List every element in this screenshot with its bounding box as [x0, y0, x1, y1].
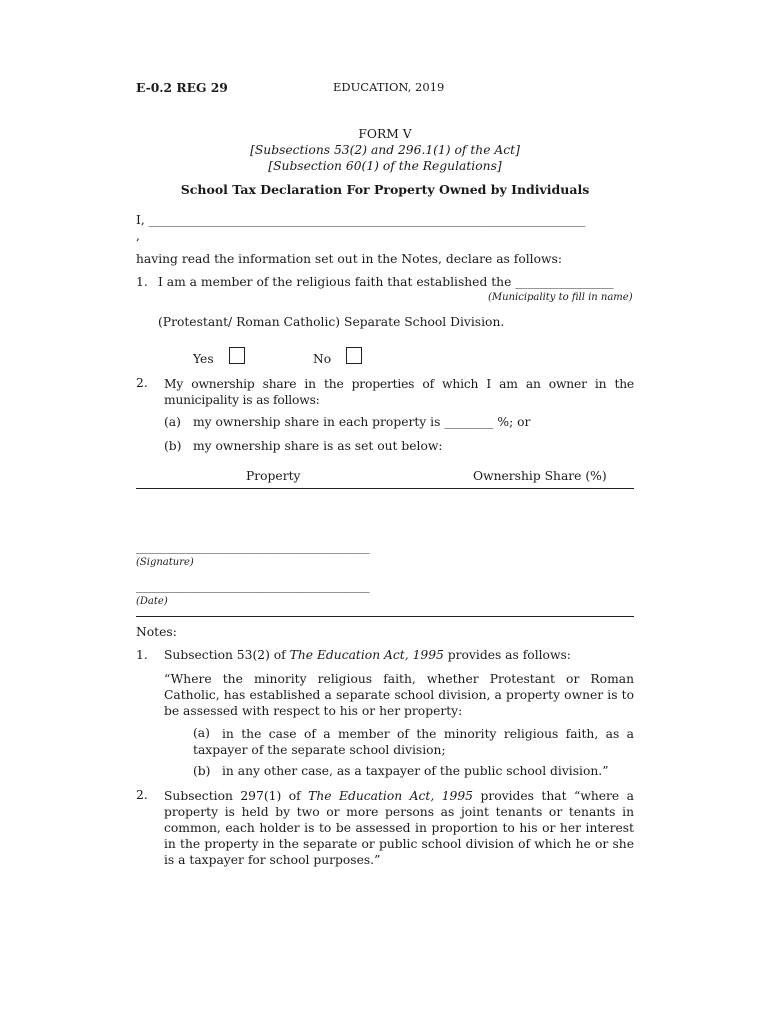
note-1a-label: (a) [193, 726, 210, 740]
item-1-number: 1. [136, 275, 148, 289]
form-title: FORM V [358, 127, 412, 141]
intro-text: having read the information set out in the Notes, declare as follows: [136, 252, 562, 266]
item-2a-text: my ownership share in each property is ________ %; or [193, 415, 531, 429]
signature-field[interactable]: ______________________________________ [136, 540, 370, 554]
signature-label: (Signature) [136, 557, 194, 568]
item-2a-label: (a) [164, 415, 181, 429]
note-1-suffix: provides as follows: [443, 648, 571, 662]
note-2-number: 2. [136, 788, 148, 802]
note-1-intro [164, 648, 571, 662]
yes-label: Yes [193, 352, 214, 366]
municipality-hint: (Municipality to fill in name) [488, 292, 633, 303]
running-header-code: E-0.2 REG 29 [136, 80, 228, 95]
note-1-quote: “Where the minority religious faith, whether Protestant or Roman Catholic, has established a separate school division, a property owner is to be assessed with respect to his or her property: [164, 672, 634, 718]
column-header-ownership-share: Ownership Share (%) [473, 469, 607, 483]
form-regulation-reference: [Subsection 60(1) of the Regulations] [268, 159, 502, 173]
item-2b-label: (b) [164, 439, 182, 453]
note-1-act-title: The Education Act, 1995 [289, 648, 444, 662]
table-header-rule [136, 488, 634, 489]
note-1b-label: (b) [193, 764, 211, 778]
form-act-reference: [Subsections 53(2) and 296.1(1) of the Act] [250, 143, 520, 157]
note-1a-text: in the case of a member of the minority religious faith, as a taxpayer of the separate school division; [193, 727, 634, 757]
note-1-prefix: Subsection 53(2) of [164, 648, 290, 662]
note-2-text [164, 788, 634, 868]
notes-title: Notes: [136, 625, 177, 639]
note-2-act-title: The Education Act, 1995 [308, 789, 474, 803]
note-2-body: provides that “where a property is held by two or more persons as joint tenants or tenants in common, each holder is to be assessed in proportion to his or her interest in the property in the separate or public school division of which he or she is a taxpayer for school purposes.” [164, 789, 634, 867]
no-checkbox[interactable] [346, 347, 362, 364]
declarant-name-field[interactable]: I, _______________________________________________________________________ [136, 213, 586, 227]
form-heading: School Tax Declaration For Property Owned by Individuals [180, 182, 590, 197]
item-1-text: I am a member of the religious faith that established the ________________ [158, 275, 614, 289]
running-header-title: EDUCATION, 2019 [333, 80, 445, 94]
note-1b-text: in any other case, as a taxpayer of the public school division.” [222, 764, 609, 778]
item-2-number: 2. [136, 376, 148, 390]
name-comma: , [136, 229, 140, 243]
item-2b-text: my ownership share is as set out below: [193, 439, 443, 453]
item-1-continuation: (Protestant/ Roman Catholic) Separate School Division. [158, 315, 505, 329]
yes-checkbox[interactable] [229, 347, 245, 364]
date-field[interactable]: ______________________________________ [136, 579, 370, 593]
date-label: (Date) [136, 596, 168, 607]
note-1-number: 1. [136, 648, 148, 662]
no-label: No [313, 352, 332, 366]
notes-separator-rule [136, 616, 634, 617]
item-2-text: My ownership share in the properties of which I am an owner in the municipality is as follows: [164, 377, 634, 407]
column-header-property: Property [246, 469, 301, 483]
note-2-prefix: Subsection 297(1) of [164, 789, 309, 803]
